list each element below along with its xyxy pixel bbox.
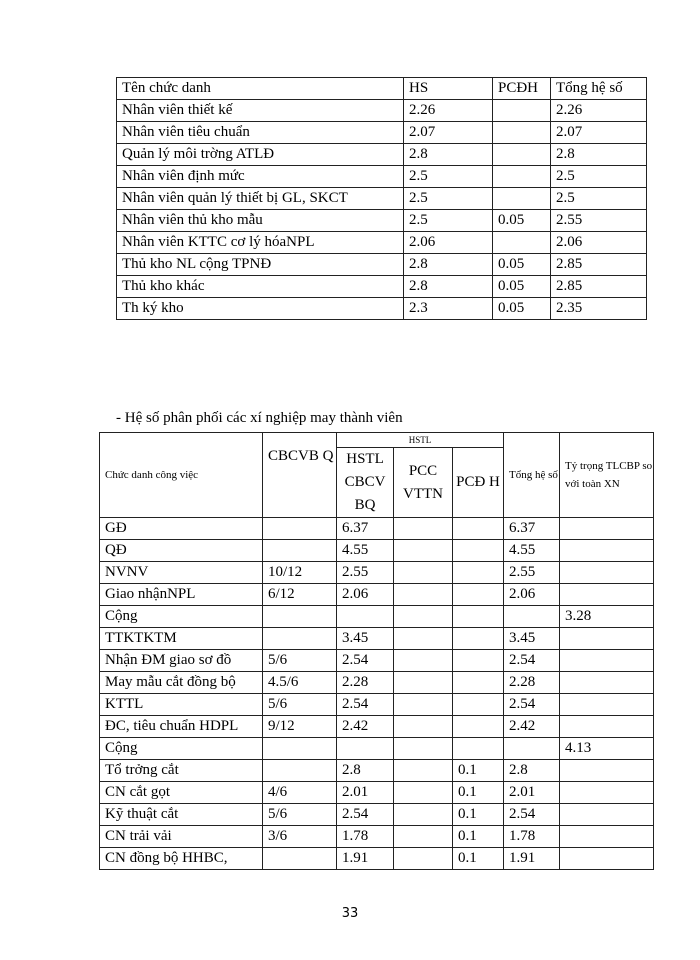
table-cell [560,804,654,826]
table-cell: 2.01 [337,782,394,804]
table-cell [453,584,504,606]
table-cell: 2.54 [337,694,394,716]
table-row [117,166,647,188]
header-job-title: Chức danh công việc [100,433,263,518]
table-cell: Thủ kho NL cộng TPNĐ [117,254,404,276]
table-cell [394,518,453,540]
table-cell: 0.1 [453,760,504,782]
table-cell [263,628,337,650]
table-cell [560,562,654,584]
table-cell: 2.42 [504,716,560,738]
table-row [100,826,654,848]
table-cell [560,848,654,870]
table-cell [337,606,394,628]
table-row [100,562,654,584]
table-cell: 5/6 [263,694,337,716]
table-cell: ĐC, tiêu chuẩn HDPL [100,716,263,738]
table-cell: 2.8 [504,760,560,782]
table-cell [493,188,551,210]
table-cell: 2.26 [551,100,647,122]
table-cell: Giao nhậnNPL [100,584,263,606]
table-cell [453,672,504,694]
table-row [117,122,647,144]
table-cell: 2.8 [404,254,493,276]
table-cell [263,760,337,782]
table-cell: QĐ [100,540,263,562]
table-cell: Quản lý môi trờng ATLĐ [117,144,404,166]
header-total: Tổng hệ số [504,433,560,518]
table-cell [504,738,560,760]
table-cell: 2.54 [337,650,394,672]
header-pcc-vttn: PCC VTTN [394,448,453,518]
table-cell: GĐ [100,518,263,540]
table-cell: 2.28 [504,672,560,694]
table-cell: 2.55 [551,210,647,232]
header-ratio: Tỷ trọng TLCBP so với toàn XN [560,433,654,518]
table-row [117,188,647,210]
table-cell: Th ký kho [117,298,404,320]
table-cell: CN cắt gọt [100,782,263,804]
table-cell: Cộng [100,606,263,628]
table-cell: 6.37 [504,518,560,540]
table-row [117,276,647,298]
table-row [100,606,654,628]
table-cell: 3.45 [337,628,394,650]
table-cell: 6.37 [337,518,394,540]
table-cell: KTTL [100,694,263,716]
table-cell: 0.05 [493,276,551,298]
table-cell [453,716,504,738]
table-row [117,254,647,276]
table-cell: 1.91 [504,848,560,870]
table-cell: 9/12 [263,716,337,738]
table-cell [394,694,453,716]
table-row [100,540,654,562]
table-cell [394,848,453,870]
table-cell [560,672,654,694]
table-cell: 2.06 [504,584,560,606]
table-cell: 4.13 [560,738,654,760]
table-row [100,782,654,804]
table-cell: Thủ kho khác [117,276,404,298]
table-cell [263,518,337,540]
table-cell: 2.01 [504,782,560,804]
table-row [100,760,654,782]
table-cell: 2.28 [337,672,394,694]
table-cell: 1.91 [337,848,394,870]
table-cell: 2.54 [504,804,560,826]
table1-header-cell: Tổng hệ số [551,78,647,100]
distribution-coefficient-table [99,432,654,870]
table-cell [493,232,551,254]
table-cell: 0.1 [453,848,504,870]
table-cell: 2.5 [404,188,493,210]
table-row [100,694,654,716]
table-cell: Nhân viên thiết kế [117,100,404,122]
table-cell: 2.06 [404,232,493,254]
table-cell [394,584,453,606]
table-cell: 0.1 [453,804,504,826]
table-cell: 2.55 [337,562,394,584]
table-cell: 2.55 [504,562,560,584]
table-cell [394,782,453,804]
table-cell [560,760,654,782]
table-cell: 4.55 [337,540,394,562]
table-cell [394,562,453,584]
table-row [117,298,647,320]
table-row [117,100,647,122]
table-cell: 0.1 [453,782,504,804]
table-cell [394,606,453,628]
table-cell: 5/6 [263,650,337,672]
table-cell [394,540,453,562]
table-cell [453,694,504,716]
table-cell: Nhân viên quản lý thiết bị GL, SKCT [117,188,404,210]
table-cell: 10/12 [263,562,337,584]
table-row [100,650,654,672]
table-row [117,232,647,254]
table2-header-row-1 [100,433,654,448]
table-cell: 6/12 [263,584,337,606]
table-cell: 2.5 [404,210,493,232]
table-cell: 2.8 [337,760,394,782]
table-cell: 1.78 [504,826,560,848]
table-cell: May mẫu cắt đồng bộ [100,672,263,694]
table-cell [560,826,654,848]
table-cell: Tổ trởng cắt [100,760,263,782]
table-cell: NVNV [100,562,263,584]
table-cell [263,540,337,562]
table-cell [453,540,504,562]
table-cell [394,672,453,694]
table-cell [394,716,453,738]
table-cell [453,628,504,650]
header-hstl-group: HSTL [337,433,504,448]
table-cell [394,738,453,760]
table-cell: 2.54 [337,804,394,826]
table-row [100,518,654,540]
table-cell [394,804,453,826]
table-row [100,848,654,870]
table-cell: 4.5/6 [263,672,337,694]
table-cell [453,650,504,672]
table-row [117,210,647,232]
table-cell [263,606,337,628]
table-cell: 2.8 [404,276,493,298]
table-cell [560,694,654,716]
table-cell: 3/6 [263,826,337,848]
table-cell [394,628,453,650]
table-cell: Nhận ĐM giao sơ đồ [100,650,263,672]
header-pcdh: PCĐ H [453,448,504,518]
table-cell: 3.28 [560,606,654,628]
table-cell: 5/6 [263,804,337,826]
table-cell: 2.06 [337,584,394,606]
table-cell: Kỹ thuật cắt [100,804,263,826]
table-cell: 2.54 [504,650,560,672]
table-cell [394,826,453,848]
table-cell [453,738,504,760]
table-cell [493,144,551,166]
table-cell: 4.55 [504,540,560,562]
table1-header-cell: PCĐH [493,78,551,100]
table-cell: Cộng [100,738,263,760]
table-cell: 0.05 [493,298,551,320]
table1-header-cell: HS [404,78,493,100]
table-cell [504,606,560,628]
table-cell: 2.85 [551,254,647,276]
table-cell: Nhân viên tiêu chuẩn [117,122,404,144]
table-cell [560,540,654,562]
table-cell: 0.1 [453,826,504,848]
table-cell: CN trải vải [100,826,263,848]
table-cell: 2.8 [404,144,493,166]
table-cell [263,848,337,870]
table-cell [337,738,394,760]
table-cell [263,738,337,760]
table-cell: 2.26 [404,100,493,122]
table-cell [453,562,504,584]
table-row [117,144,647,166]
table-row [100,716,654,738]
table-cell: 2.07 [551,122,647,144]
table1-header-cell: Tên chức danh [117,78,404,100]
table-cell [560,782,654,804]
header-cbcvbq: CBCVB Q [263,433,337,518]
table-cell: 0.05 [493,254,551,276]
table-cell: 2.3 [404,298,493,320]
section-caption: - Hệ số phân phối các xí nghiệp may thành viên [116,410,403,426]
table-cell [493,122,551,144]
table-cell: 2.5 [551,188,647,210]
table-cell: 2.35 [551,298,647,320]
table-cell [493,100,551,122]
table-cell [560,518,654,540]
table-cell: Nhân viên KTTC cơ lý hóaNPL [117,232,404,254]
table-cell: 2.07 [404,122,493,144]
table-cell: Nhân viên định mức [117,166,404,188]
table-cell: 2.42 [337,716,394,738]
table-cell: 3.45 [504,628,560,650]
table-cell: 2.54 [504,694,560,716]
table-row [100,804,654,826]
table-cell [394,760,453,782]
table-cell [394,650,453,672]
table-cell: 1.78 [337,826,394,848]
table-row [100,584,654,606]
table-cell [453,518,504,540]
table-cell: 4/6 [263,782,337,804]
table-cell: TTKTKTM [100,628,263,650]
table-cell: 2.85 [551,276,647,298]
table-cell: Nhân viên thủ kho mẫu [117,210,404,232]
table-cell [493,166,551,188]
table-row [100,672,654,694]
table-cell: 0.05 [493,210,551,232]
table-cell [560,650,654,672]
table-cell [560,628,654,650]
table-cell [453,606,504,628]
position-coefficient-table [116,77,647,320]
table1-header-row [117,78,647,100]
table-cell [560,716,654,738]
table-row [100,738,654,760]
table-cell: 2.8 [551,144,647,166]
page-number: 33 [341,906,359,921]
table-row [100,628,654,650]
table-cell: 2.5 [551,166,647,188]
table-cell [560,584,654,606]
table-cell: 2.5 [404,166,493,188]
header-hstl-cbcvbq: HSTL CBCV BQ [337,448,394,518]
table-cell: 2.06 [551,232,647,254]
table-cell: CN đồng bộ HHBC, [100,848,263,870]
